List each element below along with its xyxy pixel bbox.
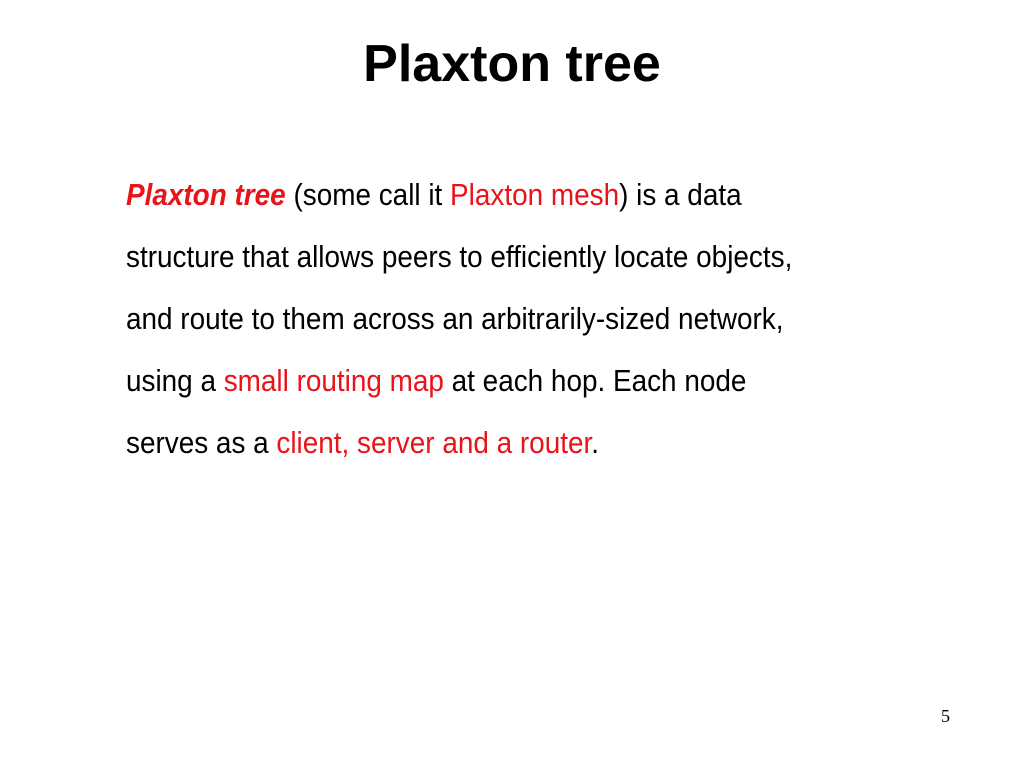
text-segment: (some call it xyxy=(285,177,451,212)
highlighted-text: small routing map xyxy=(223,363,444,398)
slide-body-paragraph xyxy=(126,164,846,474)
paragraph-line-4 xyxy=(126,350,846,412)
slide-title: Plaxton tree xyxy=(363,35,661,93)
highlighted-text: Plaxton mesh xyxy=(450,177,620,212)
page-number: 5 xyxy=(941,706,950,726)
text-segment: at each hop. Each node xyxy=(443,363,747,398)
paragraph-line-1 xyxy=(126,164,846,226)
paragraph-line-5 xyxy=(126,412,846,474)
highlighted-text: client, server and a router xyxy=(276,425,592,460)
highlighted-term: Plaxton tree xyxy=(126,177,286,212)
text-segment: serves as a xyxy=(126,425,277,460)
text-segment: using a xyxy=(126,363,224,398)
paragraph-line-3: and route to them across an arbitrarily-sized network, xyxy=(126,301,784,336)
paragraph-line-2: structure that allows peers to efficiently locate objects, xyxy=(126,239,793,274)
text-segment: ) is a data xyxy=(619,177,742,212)
text-segment: . xyxy=(591,425,599,460)
